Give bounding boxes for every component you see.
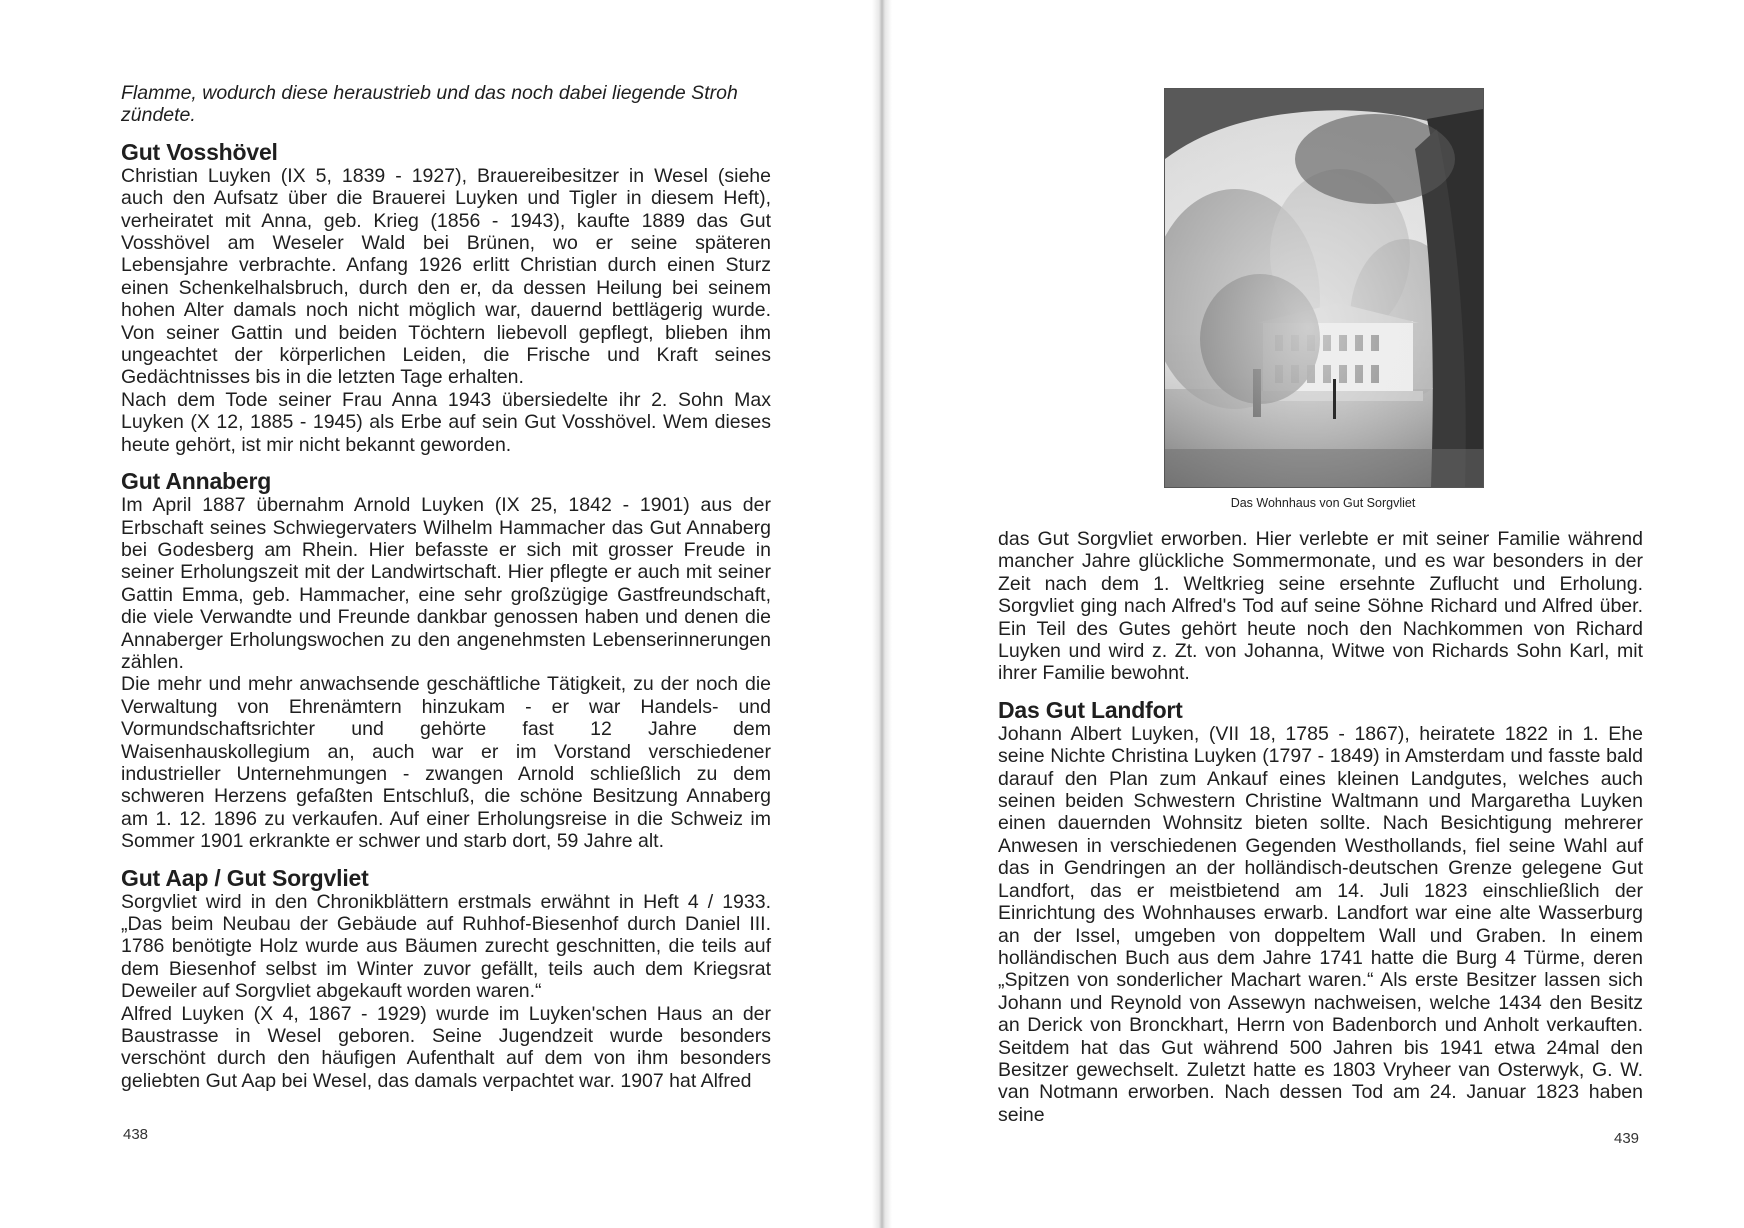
- section-gut-vosshoevel: [121, 139, 771, 456]
- house-photo: [1164, 88, 1484, 488]
- section-gut-annaberg: [121, 468, 771, 853]
- right-text-column: [998, 528, 1643, 1126]
- paragraph: Christian Luyken (IX 5, 1839 - 1927), Brauereibesitzer in Wesel (siehe auch den Aufsatz über die Brauerei Luyken und Tigler in diesem Heft), verheiratet mit Anna, geb. Krieg (1856 - 1943), kaufte 1889 das Gut Vosshövel am Weseler Wald bei Brünen, wo er seine späteren Lebensjahre verbrachte. Anfang 1926 erlitt Christian durch einen Sturz einen Schenkelhalsbruch, durch den er, da dessen Heilung bei seinem hohen Alter damals noch nicht möglich war, dauernd bettlägerig wurde. Von seiner Gattin und beiden Töchtern liebevoll gepflegt, blieben ihm ungeachtet der körperlichen Leiden, die Frische und Kraft seines Gedächtnisses bis in die letzten Tage erhalten.: [121, 164, 771, 389]
- paragraph: Sorgvliet wird in den Chronikblättern erstmals erwähnt in Heft 4 / 1933. „Das beim Neubau der Gebäude auf Ruhhof-Biesenhof durch Daniel III. 1786 benötigte Holz wurde aus Bäumen zurecht geschnitten, die teils auf dem Biesenhof selbst im Winter zuvor gefällt, teils auch dem Kriegsrat Deweiler auf Sorgvliet abgekauft worden waren.“: [121, 890, 771, 1003]
- continuation-paragraph: das Gut Sorgvliet erworben. Hier verlebte er mit seiner Familie während mancher Jahre glückliche Sommermonate, und es war besonders in der Zeit nach dem 1. Weltkrieg seine ersehnte Zuflucht und Erholung. Sorgvliet ging nach Alfred's Tod auf seine Söhne Richard und Alfred über. Ein Teil des Gutes gehört heute noch den Nachkommen von Richard Luyken und wird z. Zt. von Johanna, Witwe von Richards Sohn Karl, mit ihrer Familie bewohnt.: [998, 528, 1643, 685]
- section-heading: Gut Aap / Gut Sorgvliet: [121, 864, 369, 891]
- section-gut-aap-sorgvliet: [121, 865, 771, 1093]
- paragraph: Johann Albert Luyken, (VII 18, 1785 - 1867), heiratete 1822 in 1. Ehe seine Nichte Christina Luyken (1797 - 1849) in Amsterdam und fasste bald darauf den Plan zum Ankauf eines kleinen Landgutes, welches auch seinen beiden Schwestern Christine Waltmann und Margaretha Luyken einen dauernden Wohnsitz bieten sollte. Nach Besichtigung mehrerer Anwesen in verschiedenen Gegenden Westhollands, fiel seine Wahl auf das in Gendringen an der holländisch-deutschen Grenze gelegene Gut Landfort, das er meistbietend am 14. Juli 1823 einschließlich der Einrichtung des Wohnhauses erwarb. Landfort war eine alte Wasserburg an der Issel, umgeben von doppeltem Wall und Graben. In einem holländischen Buch aus dem Jahre 1741 hatte die Burg 4 Türme, deren „Spitzen von sonderlicher Machart waren.“ Als erste Besitzer lassen sich Johann und Reynold von Assewyn nachweisen, welche 1434 den Besitz an Derick von Bronckhart, Herrn von Badenborch und Anholt verkauften. Seitdem hat das Gut während 500 Jahren bis 1941 etwa 24mal den Besitzer gewechselt. Zuletzt hatte es 1803 Vryheer van Osterwyk, G. W. van Notmann erworben. Nach dessen Tod am 24. Januar 1823 haben seine: [998, 722, 1643, 1126]
- paragraph: Die mehr und mehr anwachsende geschäftliche Tätigkeit, zu der noch die Verwaltung von Ehrenämtern hinzukam - er war Handels- und Vormundschaftsrichter und gehörte fast 12 Jahre dem Waisenhauskollegium an, auch war er im Vorstand verschiedener industrieller Unternehmungen - zwangen Arnold schließlich zu dem schweren Herzens gefaßten Entschluß, die schöne Besitzung Annaberg am 1. 12. 1896 zu verkaufen. Auf einer Erholungsreise in die Schweiz im Sommer 1901 erkrankte er schwer und starb dort, 59 Jahre alt.: [121, 673, 771, 853]
- paragraph: Alfred Luyken (X 4, 1867 - 1929) wurde im Luyken'schen Haus an der Baustrasse in Wesel geboren. Seine Jugendzeit wurde besonders verschönt durch den häufigen Aufenthalt auf dem von ihm besonders geliebten Gut Aap bei Wesel, das damals verpachtet war. 1907 hat Alfred: [121, 1002, 771, 1092]
- section-gut-landfort: [998, 697, 1643, 1126]
- intro-paragraph: Flamme, wodurch diese heraustrieb und das noch dabei liegende Stroh zündete.: [121, 82, 738, 127]
- page-number-right: 439: [1614, 1130, 1640, 1147]
- section-heading: Gut Vosshövel: [121, 138, 278, 165]
- paragraph: Nach dem Tode seiner Frau Anna 1943 übersiedelte ihr 2. Sohn Max Luyken (X 12, 1885 - 1945) als Erbe auf sein Gut Vosshövel. Wem dieses heute gehört, ist mir nicht bekannt geworden.: [121, 388, 771, 456]
- photo-caption: Das Wohnhaus von Gut Sorgvliet: [1230, 496, 1416, 510]
- section-heading: Das Gut Landfort: [998, 696, 1183, 723]
- left-text-column: [121, 82, 771, 1092]
- book-gutter: [872, 0, 892, 1228]
- page-number-left: 438: [123, 1126, 149, 1143]
- section-heading: Gut Annaberg: [121, 468, 272, 495]
- paragraph: Im April 1887 übernahm Arnold Luyken (IX 25, 1842 - 1901) aus der Erbschaft seines Schwiegervaters Wilhelm Hammacher das Gut Annaberg bei Godesberg am Rhein. Hier befasste er sich mit grosser Freude in seiner Erholungszeit mit der Landwirtschaft. Hier pflegte er auch mit seiner Gattin Emma, geb. Hammacher, eine sehr großzügige Gastfreundschaft, die viele Verwandte und Freunde dankbar genossen haben und denen die Annaberger Erholungswochen zu den angenehmsten Lebenserinnerungen zählen.: [121, 494, 771, 673]
